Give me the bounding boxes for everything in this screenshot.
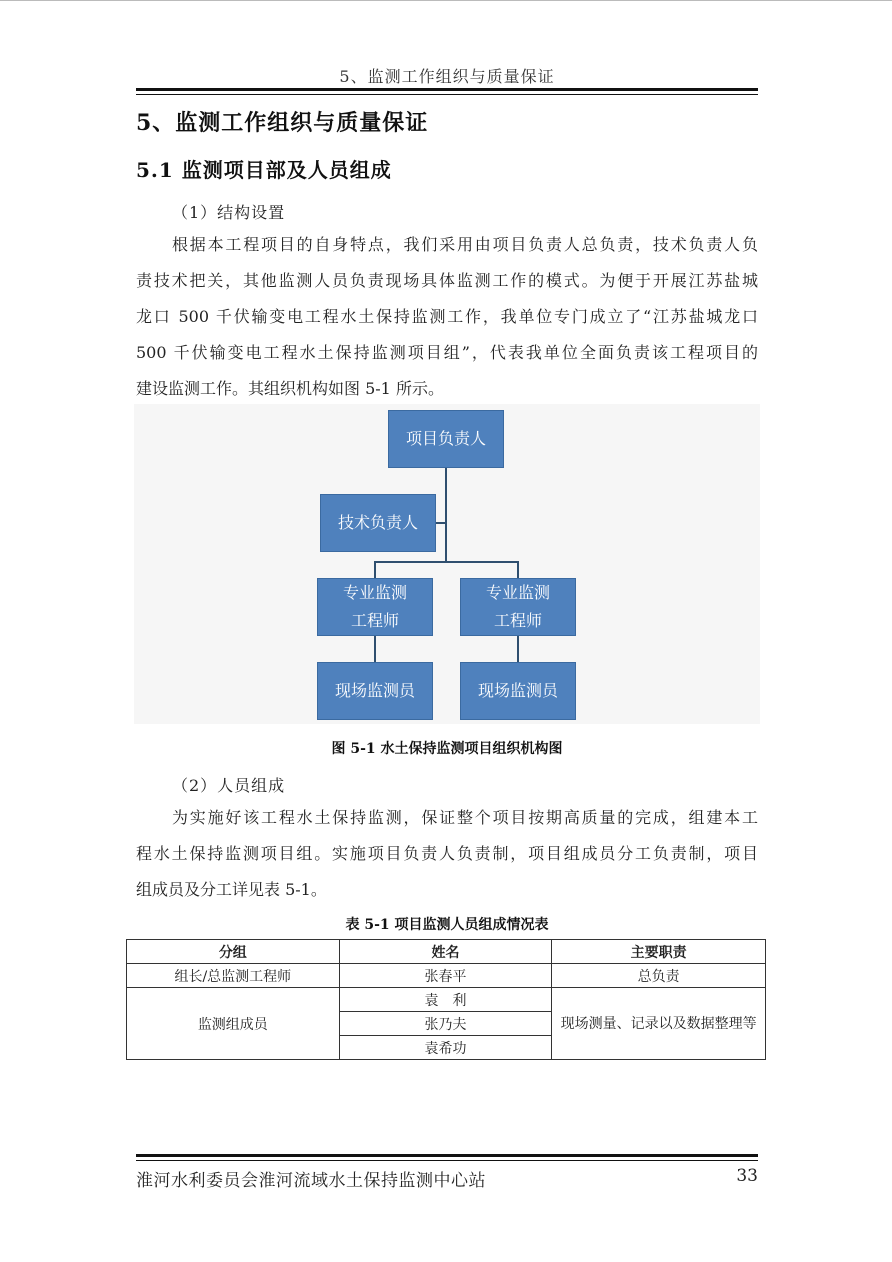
table-caption: 表 5-1 项目监测人员组成情况表 bbox=[345, 917, 549, 933]
structure-heading: （1）结构设置 bbox=[172, 203, 286, 222]
footer-rule-thin bbox=[136, 1160, 758, 1161]
org-box-field-right: 现场监测员 bbox=[460, 662, 576, 720]
section-title: 5、监测工作组织与质量保证 bbox=[136, 110, 429, 136]
org-box-field-left: 现场监测员 bbox=[317, 662, 433, 720]
footer-organization: 淮河水利委员会淮河流域水土保持监测中心站 bbox=[136, 1171, 486, 1191]
org-box-project-leader: 项目负责人 bbox=[388, 410, 504, 468]
paragraph-line: 组成员及分工详见表 5-1。 bbox=[136, 880, 327, 899]
org-connector-trunk bbox=[445, 468, 447, 562]
page-number: 33 bbox=[736, 1166, 758, 1186]
header-rule-thin bbox=[136, 94, 758, 95]
org-box-engineer-right: 专业监测 工程师 bbox=[460, 578, 576, 636]
cell-duty: 现场测量、记录以及数据整理等 bbox=[552, 988, 766, 1060]
paragraph-line: 根据本工程项目的自身特点，我们采用由项目负责人总负责，技术负责人负 bbox=[172, 235, 758, 254]
org-connector-branch bbox=[374, 561, 519, 563]
paragraph-line: 建设监测工作。其组织机构如图 5-1 所示。 bbox=[136, 379, 444, 398]
table-row bbox=[127, 964, 766, 988]
cell-name: 张乃夫 bbox=[339, 1012, 552, 1036]
cell-duty: 总负责 bbox=[552, 964, 766, 988]
cell-name: 袁希功 bbox=[339, 1036, 552, 1060]
personnel-heading: （2）人员组成 bbox=[172, 776, 286, 795]
footer-rule-thick bbox=[136, 1154, 758, 1157]
staff-table bbox=[126, 939, 766, 1060]
figure-caption: 图 5-1 水土保持监测项目组织机构图 bbox=[331, 741, 563, 757]
running-header: 5、监测工作组织与质量保证 bbox=[339, 67, 555, 86]
page-top-border bbox=[0, 0, 892, 1]
cell-name: 袁 利 bbox=[339, 988, 552, 1012]
org-connector-right bbox=[517, 561, 519, 579]
paragraph-line: 龙口 500 千伏输变电工程水土保持监测工作，我单位专门成立了“江苏盐城龙口 bbox=[136, 307, 758, 326]
header-rule-thick bbox=[136, 88, 758, 91]
table-row bbox=[127, 988, 766, 1012]
personnel-paragraph bbox=[136, 800, 758, 908]
header-cell-group: 分组 bbox=[127, 940, 340, 964]
org-chart bbox=[134, 404, 760, 724]
cell-group: 组长/总监测工程师 bbox=[127, 964, 340, 988]
paragraph-line: 程水土保持监测项目组。实施项目负责人负责制，项目组成员分工负责制，项目 bbox=[136, 844, 758, 863]
paragraph-line: 为实施好该工程水土保持监测，保证整个项目按期高质量的完成，组建本工 bbox=[172, 808, 758, 827]
org-connector-right-field bbox=[517, 635, 519, 662]
header-cell-duty: 主要职责 bbox=[552, 940, 766, 964]
cell-group: 监测组成员 bbox=[127, 988, 340, 1060]
org-connector-tech bbox=[436, 522, 446, 524]
subsection-title: 5.1 监测项目部及人员组成 bbox=[136, 158, 392, 182]
paragraph-line: 责技术把关，其他监测人员负责现场具体监测工作的模式。为便于开展江苏盐城 bbox=[136, 271, 758, 290]
org-box-engineer-left: 专业监测 工程师 bbox=[317, 578, 433, 636]
org-connector-left bbox=[374, 561, 376, 579]
org-box-tech-leader: 技术负责人 bbox=[320, 494, 436, 552]
org-connector-left-field bbox=[374, 635, 376, 662]
paragraph-line: 500 千伏输变电工程水土保持监测项目组”，代表我单位全面负责该工程项目的 bbox=[136, 343, 758, 362]
structure-paragraph bbox=[136, 227, 758, 407]
cell-name: 张春平 bbox=[339, 964, 552, 988]
table-header-row bbox=[127, 940, 766, 964]
header-cell-name: 姓名 bbox=[339, 940, 552, 964]
